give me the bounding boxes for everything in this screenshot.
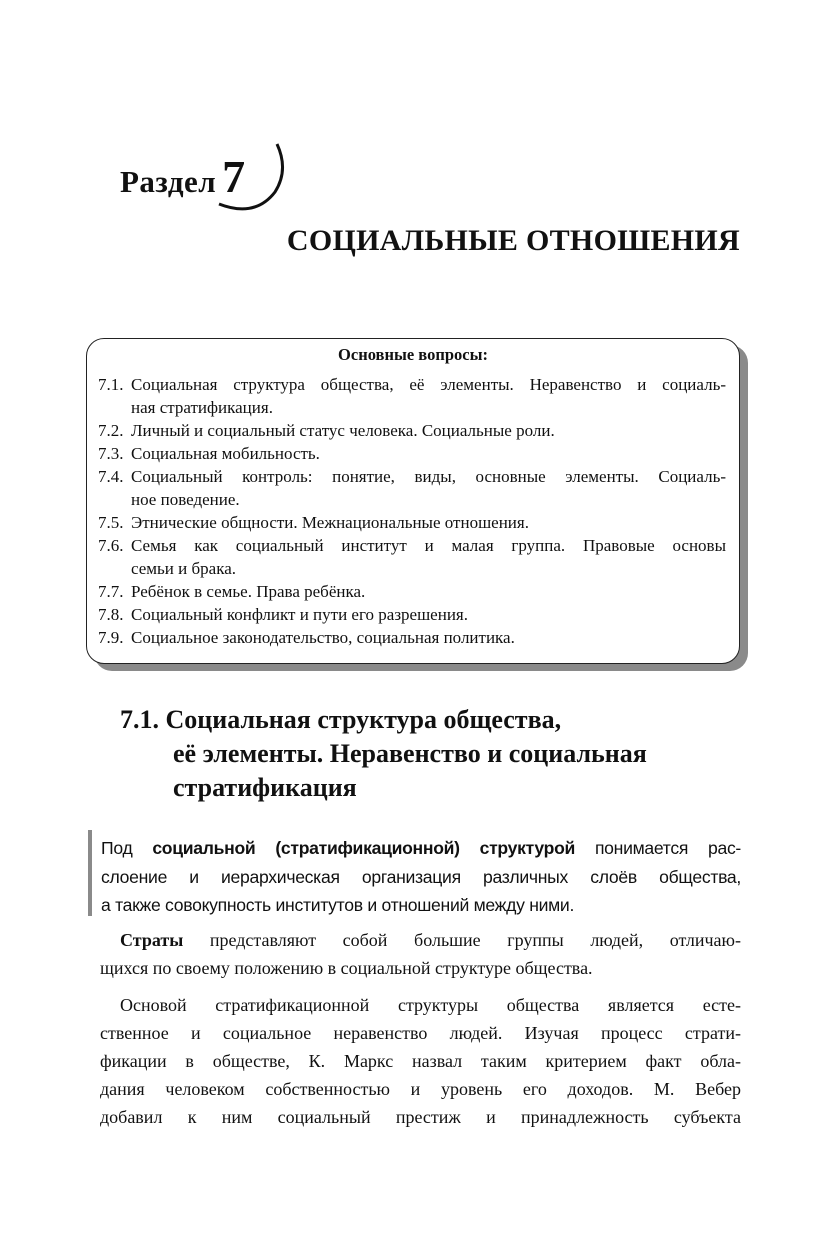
chapter-number: 7	[222, 151, 246, 202]
chapter-title: СОЦИАЛЬНЫЕ ОТНОШЕНИЯ	[286, 224, 740, 257]
chapter-arc-ornament	[215, 142, 291, 212]
term: Страты	[120, 930, 184, 950]
question-item	[98, 603, 726, 626]
question-number: 7.2.	[98, 421, 124, 440]
paragraph-text: фикации в обществе, К. Маркс назвал таким критерием факт обла-	[100, 1051, 741, 1071]
question-number: 7.4.	[98, 467, 124, 486]
question-number: 7.7.	[98, 582, 124, 601]
chapter-label: Раздел	[120, 164, 217, 199]
question-text: Ребёнок в семье. Права ребёнка.	[131, 582, 366, 601]
question-text: Социальная структура общества, её элементы. Неравенство и социаль-	[131, 375, 726, 394]
paragraph-text: добавил к ним социальный престиж и принадлежность субъекта	[100, 1107, 741, 1127]
definition-block	[101, 834, 741, 920]
question-text: Социальный конфликт и пути его разрешения.	[131, 605, 468, 624]
section-number: 7.1.	[120, 705, 159, 734]
section-heading	[120, 703, 647, 805]
question-number: 7.3.	[98, 444, 124, 463]
paragraph	[100, 926, 741, 982]
question-item	[98, 442, 726, 465]
paragraph-text: щихся по своему положению в социальной структуре общества.	[100, 958, 593, 978]
question-item	[98, 580, 726, 603]
question-item	[98, 373, 726, 419]
paragraph	[100, 991, 741, 1131]
question-text: Социальный контроль: понятие, виды, основные элементы. Социаль-	[131, 467, 726, 486]
question-number: 7.8.	[98, 605, 124, 624]
question-item	[98, 511, 726, 534]
paragraph-text: представляют собой большие группы людей, отличаю-	[183, 930, 741, 950]
paragraph-text: ственное и социальное неравенство людей. Изучая процесс страти-	[100, 1023, 741, 1043]
question-item	[98, 465, 726, 511]
section-title-line: Социальная структура общества,	[165, 705, 562, 734]
question-number: 7.6.	[98, 536, 124, 555]
definition-text: Под	[101, 838, 153, 858]
definition-text: а также совокупность институтов и отношений между ними.	[101, 895, 575, 915]
question-item	[98, 626, 726, 649]
question-number: 7.5.	[98, 513, 124, 532]
definition-text: слоение и иерархическая организация различных слоёв общества,	[101, 866, 741, 887]
section-title-line: стратификация	[173, 773, 357, 802]
key-questions-box	[86, 338, 740, 664]
question-text: Личный и социальный статус человека. Социальные роли.	[131, 421, 555, 440]
question-number: 7.1.	[98, 375, 124, 394]
question-text: Семья как социальный институт и малая группа. Правовые основы	[131, 536, 726, 555]
key-questions-heading: Основные вопросы:	[338, 345, 488, 364]
question-item	[98, 419, 726, 442]
definition-text: понимается рас-	[575, 838, 741, 858]
question-text: Этнические общности. Межнациональные отношения.	[131, 513, 529, 532]
question-text: семьи и брака.	[131, 559, 236, 578]
question-number: 7.9.	[98, 628, 124, 647]
definition-term: социальной (стратификационной) структурой	[152, 838, 576, 858]
paragraph-text: Основой стратификационной структуры общества является есте-	[120, 995, 741, 1015]
definition-bar	[88, 830, 92, 916]
question-text: Социальная мобильность.	[131, 444, 320, 463]
question-text: ная стратификация.	[131, 398, 273, 417]
question-text: ное поведение.	[131, 490, 240, 509]
paragraph-text: дания человеком собственностью и уровень его доходов. М. Вебер	[100, 1079, 741, 1099]
section-title-line: её элементы. Неравенство и социальная	[173, 739, 647, 768]
question-text: Социальное законодательство, социальная политика.	[131, 628, 515, 647]
question-item	[98, 534, 726, 580]
